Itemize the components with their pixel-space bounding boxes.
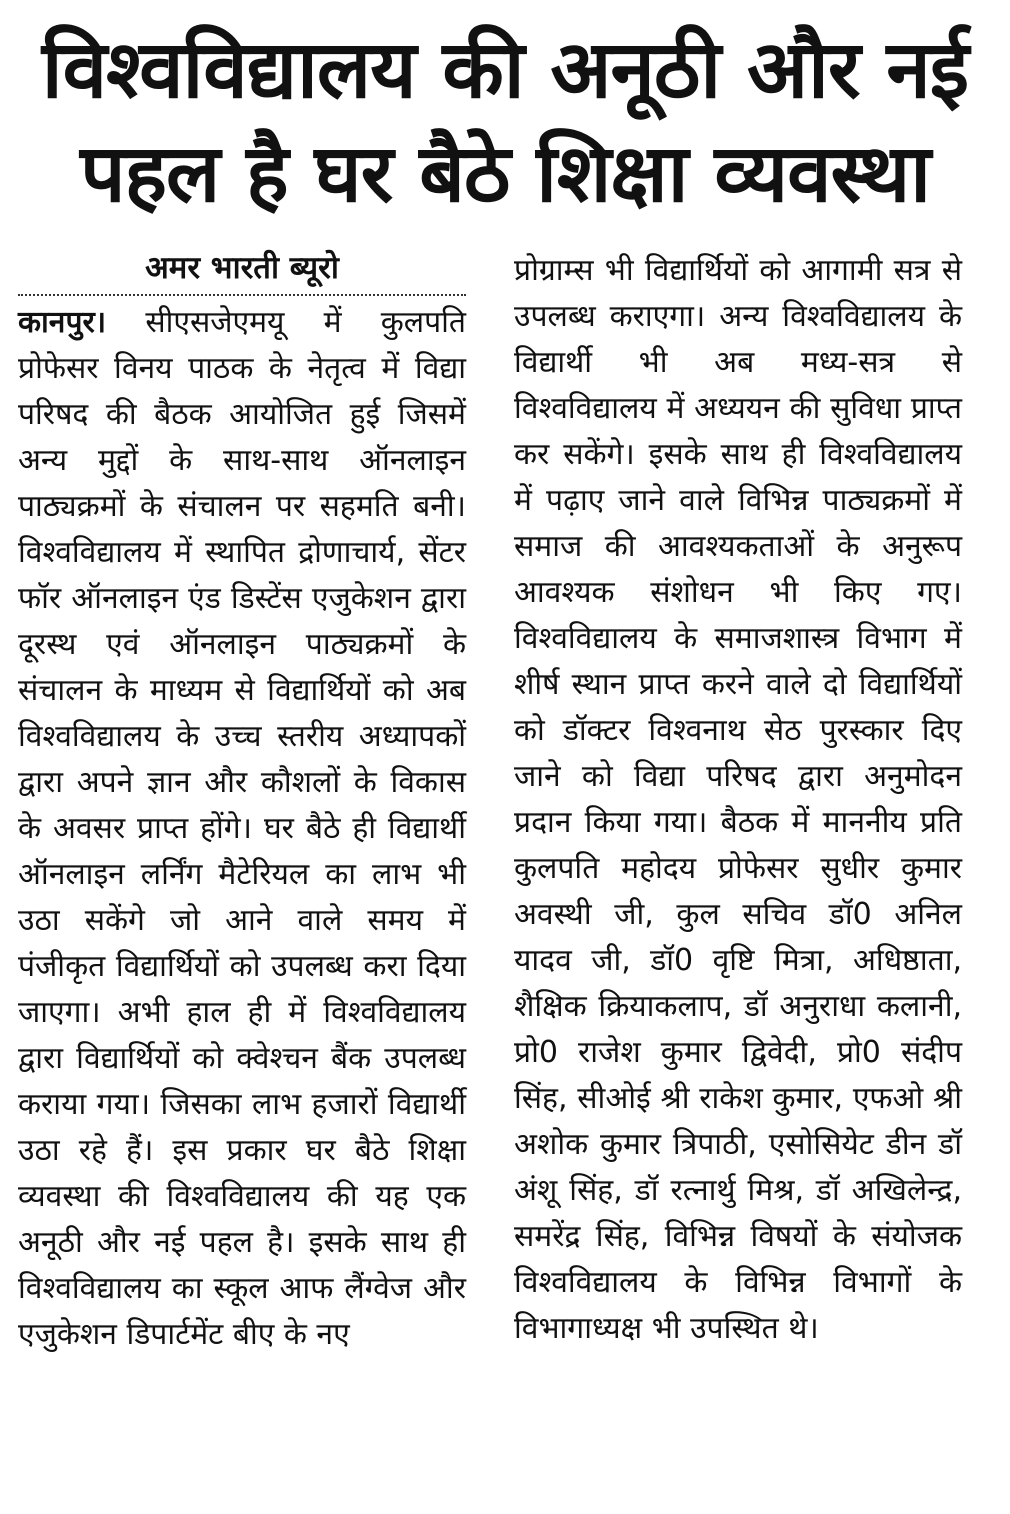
article-body-left	[18, 300, 466, 1358]
headline-line-2: पहल है घर बैठे शिक्षा व्यवस्था	[80, 127, 930, 220]
dateline: कानपुर।	[18, 305, 107, 340]
body-text-right: प्रोग्राम्स भी विद्यार्थियों को आगामी सत्र से उपलब्ध कराएगा। अन्य विश्वविद्यालय के विद्यार्थी भी अब मध्य-सत्र से विश्वविद्यालय में अध्ययन की सुविधा प्राप्त कर सकेंगे। इसके साथ ही विश्वविद्यालय में पढ़ाए जाने वाले विभिन्न पाठ्यक्रमों में समाज की आवश्यकताओं के अनुरूप आवश्यक संशोधन भी किए गए। विश्वविद्यालय के समाजशास्त्र विभाग में शीर्ष स्थान प्राप्त करने वाले दो विद्यार्थियों को डॉक्टर विश्वनाथ सेठ पुरस्कार दिए जाने को विद्या परिषद द्वारा अनुमोदन प्रदान किया गया। बैठक में माननीय प्रति कुलपति महोदय प्रोफेसर सुधीर कुमार अवस्थी जी, कुल सचिव डॉ0 अनिल यादव जी, डॉ0 वृष्टि मित्रा, अधिष्ठाता, शैक्षिक क्रियाकलाप, डॉ अनुराधा कलानी, प्रो0 राजेश कुमार द्विवेदी, प्रो0 संदीप सिंह, सीओई श्री राकेश कुमार, एफओ श्री अशोक कुमार त्रिपाठी, एसोसियेट डीन डॉ अंशू सिंह, डॉ रत्नार्थु मिश्र, डॉ अखिलेन्द्र, समरेंद्र सिंह, विभिन्न विषयों के संयोजक विश्वविद्यालय के विभिन्न विभागों के विभागाध्यक्ष भी उपस्थित थे।	[514, 253, 962, 1346]
article-column-left	[18, 248, 466, 1358]
headline-line-1: विश्वविद्यालय की अनूठी और नई	[41, 23, 969, 116]
headline	[0, 18, 1010, 226]
body-text-left: सीएसजेएमयू में कुलपति प्रोफेसर विनय पाठक के नेतृत्व में विद्या परिषद की बैठक आयोजित हुई जिसमें अन्य मुद्दों के साथ-साथ ऑनलाइन पाठ्यक्रमों के संचालन पर सहमति बनी। विश्वविद्यालय में स्थापित द्रोणाचार्य, सेंटर फॉर ऑनलाइन एंड डिस्टेंस एजुकेशन द्वारा दूरस्थ एवं ऑनलाइन पाठ्यक्रमों के संचालन के माध्यम से विद्यार्थियों को अब विश्वविद्यालय के उच्च स्तरीय अध्यापकों द्वारा अपने ज्ञान और कौशलों के विकास के अवसर प्राप्त होंगे। घर बैठे ही विद्यार्थी ऑनलाइन लर्निंग मैटेरियल का लाभ भी उठा सकेंगे जो आने वाले समय में पंजीकृत विद्यार्थियों को उपलब्ध करा दिया जाएगा। अभी हाल ही में विश्वविद्यालय द्वारा विद्यार्थियों को क्वेश्चन बैंक उपलब्ध कराया गया। जिसका लाभ हजारों विद्यार्थी उठा रहे हैं। इस प्रकार घर बैठे शिक्षा व्यवस्था की विश्वविद्यालय की यह एक अनूठी और नई पहल है। इसके साथ ही विश्वविद्यालय का स्कूल आफ लैंग्वेज और एजुकेशन डिपार्टमेंट बीए के नए	[18, 305, 466, 1352]
byline: अमर भारती ब्यूरो	[18, 248, 466, 296]
article-column-right	[514, 248, 962, 1352]
article-body-right	[514, 248, 962, 1352]
